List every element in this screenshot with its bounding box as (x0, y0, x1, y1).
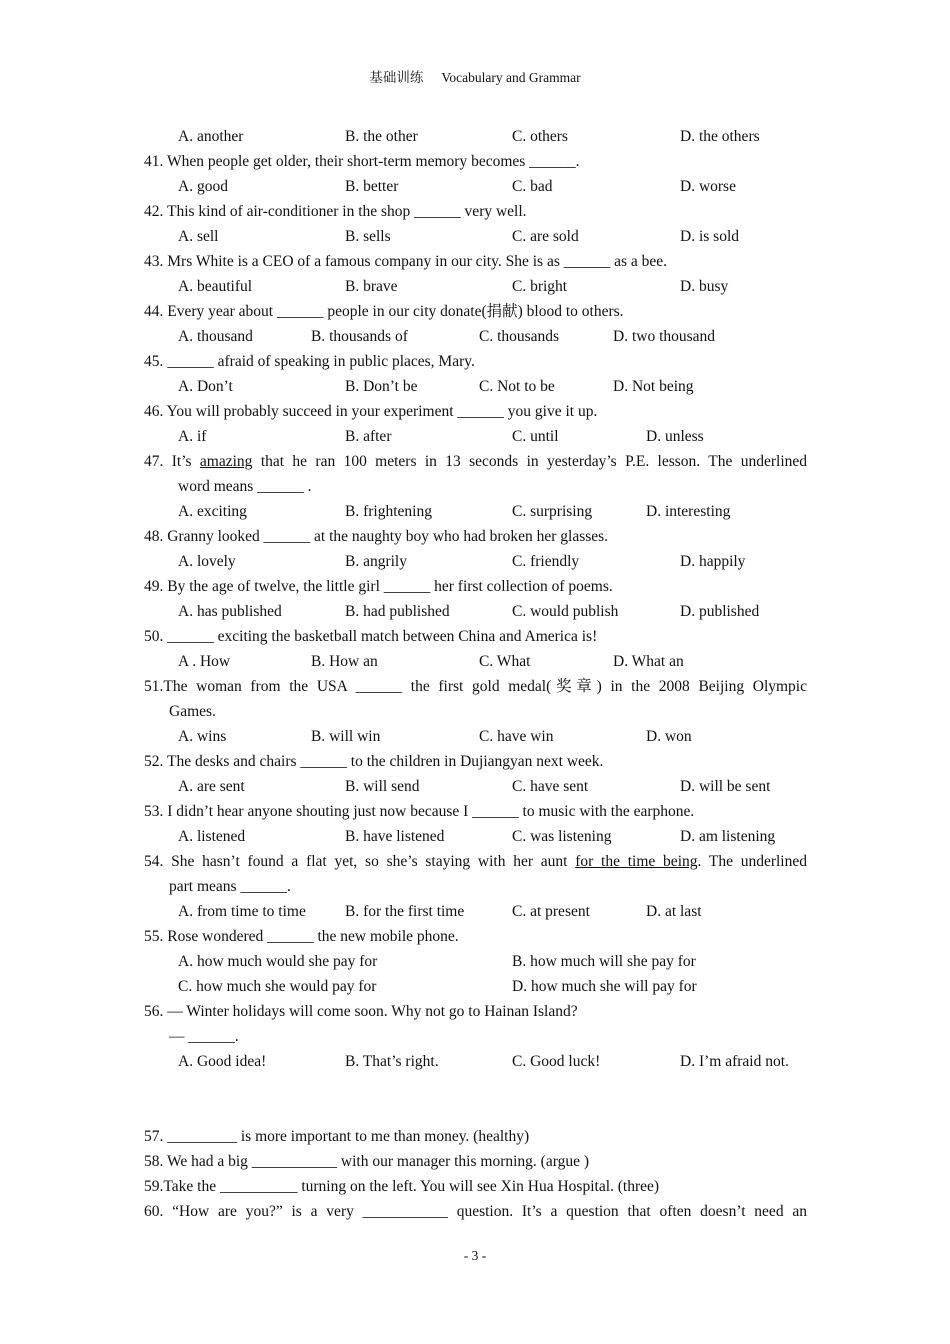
option-45-d: D. Not being (613, 378, 694, 395)
option-42-c: C. are sold (512, 228, 579, 245)
option-48-d: D. happily (680, 553, 746, 570)
option-44-b: B. thousands of (311, 328, 408, 345)
question-54-stem (144, 849, 807, 874)
option-53-d: D. am listening (680, 828, 776, 845)
option-43-d: D. busy (680, 278, 729, 295)
question-54-text-start: 54. She hasn’t found a flat yet, so she’s staying with her aunt (144, 853, 568, 870)
option-47-c: C. surprising (512, 503, 593, 520)
section-gap (144, 1074, 807, 1124)
option-50-b: B. How an (311, 653, 378, 670)
question-47-text-end: that he ran 100 meters in 13 seconds in yesterday’s P.E. lesson. The underlined (260, 453, 808, 470)
option-53-a: A. listened (178, 828, 246, 845)
option-48-b: B. angrily (345, 553, 407, 570)
options-row-41 (144, 174, 807, 199)
question-48-stem: 48. Granny looked ______ at the naughty boy who had broken her glasses. (144, 528, 609, 545)
header-chinese-title: 基础训练 (369, 70, 424, 85)
question-59-stem: 59.Take the __________ turning on the left. You will see Xin Hua Hospital. (three) (144, 1178, 660, 1195)
option-48-c: C. friendly (512, 553, 580, 570)
option-46-c: C. until (512, 428, 559, 445)
option-50-a: A . How (178, 653, 231, 670)
option-45-c: C. Not to be (479, 378, 555, 395)
option-53-b: B. have listened (345, 828, 445, 845)
options-row-53 (144, 824, 807, 849)
question-56-stem: 56. — Winter holidays will come soon. Why not go to Hainan Island? (144, 1003, 578, 1020)
page-number: - 3 - (463, 1248, 487, 1263)
option-49-b: B. had published (345, 603, 450, 620)
option-49-a: A. has published (178, 603, 282, 620)
question-51-stem-continued: Games. (169, 703, 216, 720)
option-40-c: C. others (512, 128, 568, 145)
options-row-48 (144, 549, 807, 574)
question-54-text-end: . The underlined (697, 853, 807, 870)
options-row-54 (144, 899, 807, 924)
option-40-a: A. another (178, 128, 244, 145)
options-row-55-cd (144, 974, 807, 999)
question-58-stem: 58. We had a big ___________ with our manager this morning. (argue ) (144, 1153, 590, 1170)
options-row-49 (144, 599, 807, 624)
option-47-b: B. frightening (345, 503, 432, 520)
question-41-stem: 41. When people get older, their short-term memory becomes ______. (144, 153, 580, 170)
option-51-c: C. have win (479, 728, 554, 745)
option-56-b: B. That’s right. (345, 1053, 439, 1070)
option-43-c: C. bright (512, 278, 568, 295)
question-53-stem: 53. I didn’t hear anyone shouting just now because I ______ to music with the earphone. (144, 803, 695, 820)
options-row-56 (144, 1049, 807, 1074)
option-49-d: D. published (680, 603, 760, 620)
option-56-a: A. Good idea! (178, 1053, 267, 1070)
option-52-a: A. are sent (178, 778, 245, 795)
option-55-a: A. how much would she pay for (178, 953, 378, 970)
question-55-stem: 55. Rose wondered ______ the new mobile phone. (144, 928, 459, 945)
option-52-b: B. will send (345, 778, 420, 795)
options-row-40 (144, 124, 807, 149)
option-51-b: B. will win (311, 728, 381, 745)
option-47-a: A. exciting (178, 503, 247, 520)
options-row-46 (144, 424, 807, 449)
option-43-b: B. brave (345, 278, 398, 295)
option-43-a: A. beautiful (178, 278, 253, 295)
question-57-stem: 57. _________ is more important to me than money. (healthy) (144, 1128, 530, 1145)
option-42-d: D. is sold (680, 228, 739, 245)
question-47-underlined-word: amazing (199, 453, 253, 470)
option-45-b: B. Don’t be (345, 378, 418, 395)
option-56-c: C. Good luck! (512, 1053, 601, 1070)
option-54-b: B. for the first time (345, 903, 465, 920)
option-49-c: C. would publish (512, 603, 619, 620)
option-45-a: A. Don’t (178, 378, 233, 395)
options-row-44 (144, 324, 807, 349)
options-row-51 (144, 724, 807, 749)
option-40-b: B. the other (345, 128, 418, 145)
options-row-47 (144, 499, 807, 524)
option-56-d: D. I’m afraid not. (680, 1053, 789, 1070)
option-44-a: A. thousand (178, 328, 253, 345)
option-40-d: D. the others (680, 128, 760, 145)
options-row-42 (144, 224, 807, 249)
option-44-d: D. two thousand (613, 328, 716, 345)
question-list (144, 124, 807, 1224)
question-50-stem: 50. ______ exciting the basketball match between China and America is! (144, 628, 598, 645)
options-row-52 (144, 774, 807, 799)
option-50-c: C. What (479, 653, 531, 670)
option-54-c: C. at present (512, 903, 590, 920)
options-row-45 (144, 374, 807, 399)
option-50-d: D. What an (613, 653, 684, 670)
option-51-d: D. won (646, 728, 692, 745)
option-46-a: A. if (178, 428, 207, 445)
option-42-b: B. sells (345, 228, 391, 245)
option-41-c: C. bad (512, 178, 553, 195)
option-42-a: A. sell (178, 228, 219, 245)
option-51-a: A. wins (178, 728, 227, 745)
question-43-stem: 43. Mrs White is a CEO of a famous company in our city. She is as ______ as a bee. (144, 253, 668, 270)
option-55-b: B. how much will she pay for (512, 953, 696, 970)
question-51-stem: 51.The woman from the USA ______ the first gold medal(奖章) in the 2008 Beijing Olympic (144, 678, 807, 695)
page-header (0, 66, 950, 86)
option-41-d: D. worse (680, 178, 736, 195)
options-row-43 (144, 274, 807, 299)
option-44-c: C. thousands (479, 328, 560, 345)
question-49-stem: 49. By the age of twelve, the little girl ______ her first collection of poems. (144, 578, 613, 595)
options-row-50 (144, 649, 807, 674)
option-41-a: A. good (178, 178, 228, 195)
option-52-c: C. have sent (512, 778, 589, 795)
question-45-stem: 45. ______ afraid of speaking in public places, Mary. (144, 353, 475, 370)
question-47-stem (144, 449, 807, 474)
option-48-a: A. lovely (178, 553, 236, 570)
option-53-c: C. was listening (512, 828, 612, 845)
question-60-stem: 60. “How are you?” is a very ___________ question. It’s a question that often doesn’t need an (144, 1203, 807, 1220)
question-47-stem-continued: word means ______ . (178, 478, 312, 495)
option-52-d: D. will be sent (680, 778, 771, 795)
option-46-b: B. after (345, 428, 392, 445)
question-47-text-start: 47. It’s (144, 453, 192, 470)
option-55-d: D. how much she will pay for (512, 978, 697, 995)
question-54-underlined-phrase: for the time being (575, 853, 698, 870)
question-52-stem: 52. The desks and chairs ______ to the children in Dujiangyan next week. (144, 753, 604, 770)
option-54-d: D. at last (646, 903, 702, 920)
question-44-stem: 44. Every year about ______ people in our city donate(捐献) blood to others. (144, 303, 624, 320)
option-54-a: A. from time to time (178, 903, 306, 920)
options-row-55-ab (144, 949, 807, 974)
question-46-stem: 46. You will probably succeed in your experiment ______ you give it up. (144, 403, 598, 420)
question-54-stem-continued: part means ______. (169, 878, 291, 895)
option-41-b: B. better (345, 178, 399, 195)
option-46-d: D. unless (646, 428, 704, 445)
header-english-title: Vocabulary and Grammar (441, 70, 581, 85)
option-55-c: C. how much she would pay for (178, 978, 377, 995)
question-42-stem: 42. This kind of air-conditioner in the shop ______ very well. (144, 203, 527, 220)
option-47-d: D. interesting (646, 503, 731, 520)
question-56-response: — ______. (169, 1028, 239, 1045)
